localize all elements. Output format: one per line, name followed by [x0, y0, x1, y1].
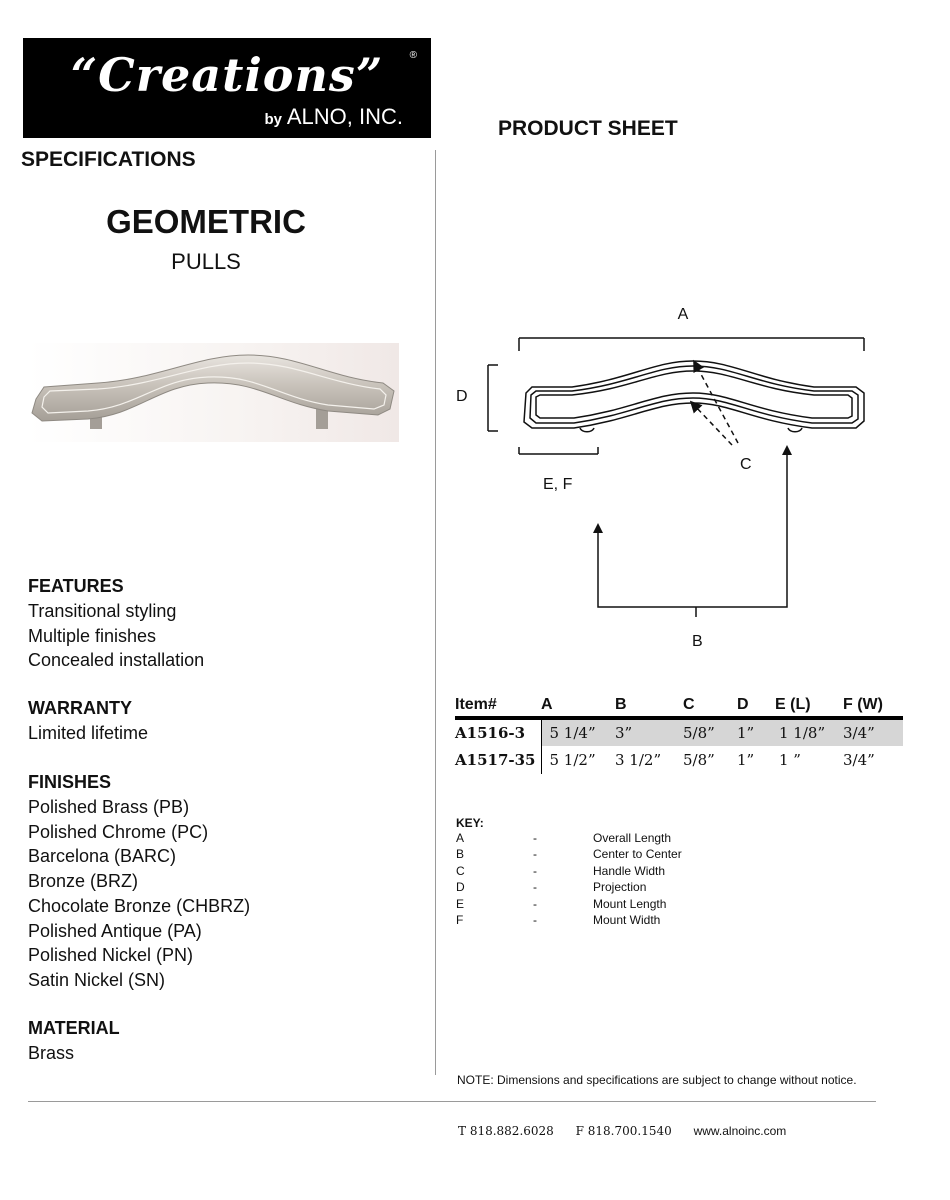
- spec-table: [455, 694, 903, 774]
- col-header-a: A: [541, 694, 615, 718]
- key-description: Center to Center: [593, 847, 682, 862]
- dimension-label-d: D: [456, 388, 468, 405]
- finish-item: Chocolate Bronze (CHBRZ): [28, 895, 251, 916]
- warranty-section: [28, 696, 148, 746]
- key-letter: F: [456, 912, 464, 927]
- product-photo: [28, 343, 399, 442]
- col-header-item: Item#: [455, 694, 541, 718]
- dimension-b-arrowhead-left: [593, 523, 603, 533]
- key-list: [456, 831, 756, 929]
- table-row: [455, 746, 903, 774]
- feature-item: Concealed installation: [28, 650, 205, 671]
- logo-company-name: ALNO, INC.: [286, 104, 403, 129]
- col-header-f: F (W): [843, 694, 903, 718]
- finish-item: Polished Chrome (PC): [28, 821, 209, 842]
- feature-item: Transitional styling: [28, 601, 177, 621]
- product-sheet-heading: PRODUCT SHEET: [498, 117, 678, 140]
- warranty-heading: WARRANTY: [28, 698, 132, 718]
- key-dash: -: [533, 896, 537, 911]
- logo-company: [264, 104, 403, 130]
- contact-info: [458, 1124, 786, 1138]
- finish-item: Polished Antique (PA): [28, 920, 202, 941]
- key-row: [456, 913, 756, 929]
- key-row: [456, 897, 756, 913]
- key-row: [456, 880, 756, 896]
- key-row: [456, 864, 756, 880]
- col-header-b: B: [615, 694, 683, 718]
- key-letter: D: [456, 880, 465, 895]
- finishes-section: [28, 770, 250, 993]
- key-title: KEY:: [456, 816, 484, 830]
- table-cell: 1”: [737, 751, 755, 769]
- key-row: [456, 831, 756, 847]
- logo-registered-mark: ®: [409, 50, 417, 61]
- key-description: Projection: [593, 880, 647, 895]
- item-code: A1516-3: [455, 718, 541, 746]
- key-description: Handle Width: [593, 863, 666, 878]
- features-heading: FEATURES: [28, 576, 124, 596]
- item-code: A1517-35: [455, 746, 541, 774]
- key-row: [456, 847, 756, 863]
- key-letter: C: [456, 863, 465, 878]
- dimension-label-c: C: [740, 456, 752, 473]
- finish-item: Polished Nickel (PN): [28, 945, 194, 966]
- key-description: Mount Width: [593, 912, 661, 927]
- table-cell: 5 1/4”: [541, 718, 615, 746]
- dimension-b-line: [598, 450, 787, 617]
- table-cell: 5/8”: [683, 751, 715, 769]
- features-section: [28, 574, 204, 673]
- table-cell: 3/4”: [843, 718, 903, 746]
- table-cell: 1”: [737, 718, 775, 746]
- dimension-a-line: [519, 338, 864, 351]
- col-header-c: C: [683, 694, 737, 718]
- finish-item: Barcelona (BARC): [28, 846, 177, 867]
- table-cell: 1 1/8”: [775, 718, 843, 746]
- table-cell: 3”: [615, 718, 683, 746]
- feature-item: Multiple finishes: [28, 625, 157, 646]
- dimension-diagram: [450, 295, 920, 660]
- dimension-label-b: B: [692, 633, 703, 650]
- dimension-label-a: A: [677, 306, 689, 323]
- key-letter: A: [456, 831, 465, 845]
- website-link[interactable]: www.alnoinc.com: [693, 1124, 787, 1138]
- material-section: [28, 1016, 120, 1066]
- disclaimer-note: NOTE: Dimensions and specifications are subject to change without notice.: [457, 1073, 857, 1087]
- table-cell: 1 ”: [779, 751, 801, 769]
- finish-item: Polished Brass (PB): [28, 797, 190, 817]
- product-subtitle: PULLS: [171, 249, 241, 274]
- fax-number: F 818.700.1540: [575, 1124, 672, 1138]
- material-heading: MATERIAL: [28, 1018, 120, 1038]
- key-letter: E: [456, 896, 465, 911]
- table-cell: 3 1/2”: [615, 751, 662, 769]
- key-dash: -: [533, 912, 537, 927]
- material-item: Brass: [28, 1043, 75, 1063]
- finish-item: Bronze (BRZ): [28, 871, 139, 892]
- key-description: Mount Length: [593, 896, 667, 911]
- product-title: GEOMETRIC: [106, 203, 306, 240]
- key-dash: -: [533, 863, 537, 878]
- col-header-e: E (L): [775, 694, 843, 718]
- key-dash: -: [533, 847, 537, 862]
- handle-outline: [524, 361, 864, 432]
- table-row: [455, 718, 903, 746]
- warranty-item: Limited lifetime: [28, 723, 149, 743]
- key-dash: -: [533, 880, 537, 895]
- key-dash: -: [533, 831, 537, 845]
- table-cell: 5/8”: [683, 718, 737, 746]
- finishes-heading: FINISHES: [28, 772, 112, 792]
- phone-number: T 818.882.6028: [458, 1124, 554, 1138]
- brand-logo: [23, 38, 431, 138]
- dimension-ef-line: [519, 447, 598, 454]
- footer-divider: [28, 1101, 876, 1102]
- spec-table-header-row: [455, 694, 903, 718]
- key-letter: B: [456, 847, 465, 862]
- key-description: Overall Length: [593, 831, 672, 845]
- dimension-label-ef: E, F: [543, 476, 573, 493]
- table-cell: 3/4”: [843, 751, 875, 769]
- finish-item: Satin Nickel (SN): [28, 969, 166, 990]
- table-cell: 5 1/2”: [549, 751, 596, 769]
- logo-by: by: [264, 111, 282, 128]
- dimension-d-line: [488, 365, 498, 431]
- col-header-d: D: [737, 694, 775, 718]
- dimension-b-arrowhead-right: [782, 445, 792, 455]
- vertical-divider: [435, 150, 436, 1075]
- specifications-heading: SPECIFICATIONS: [21, 148, 196, 171]
- logo-brand-name: “Creations”: [70, 48, 384, 102]
